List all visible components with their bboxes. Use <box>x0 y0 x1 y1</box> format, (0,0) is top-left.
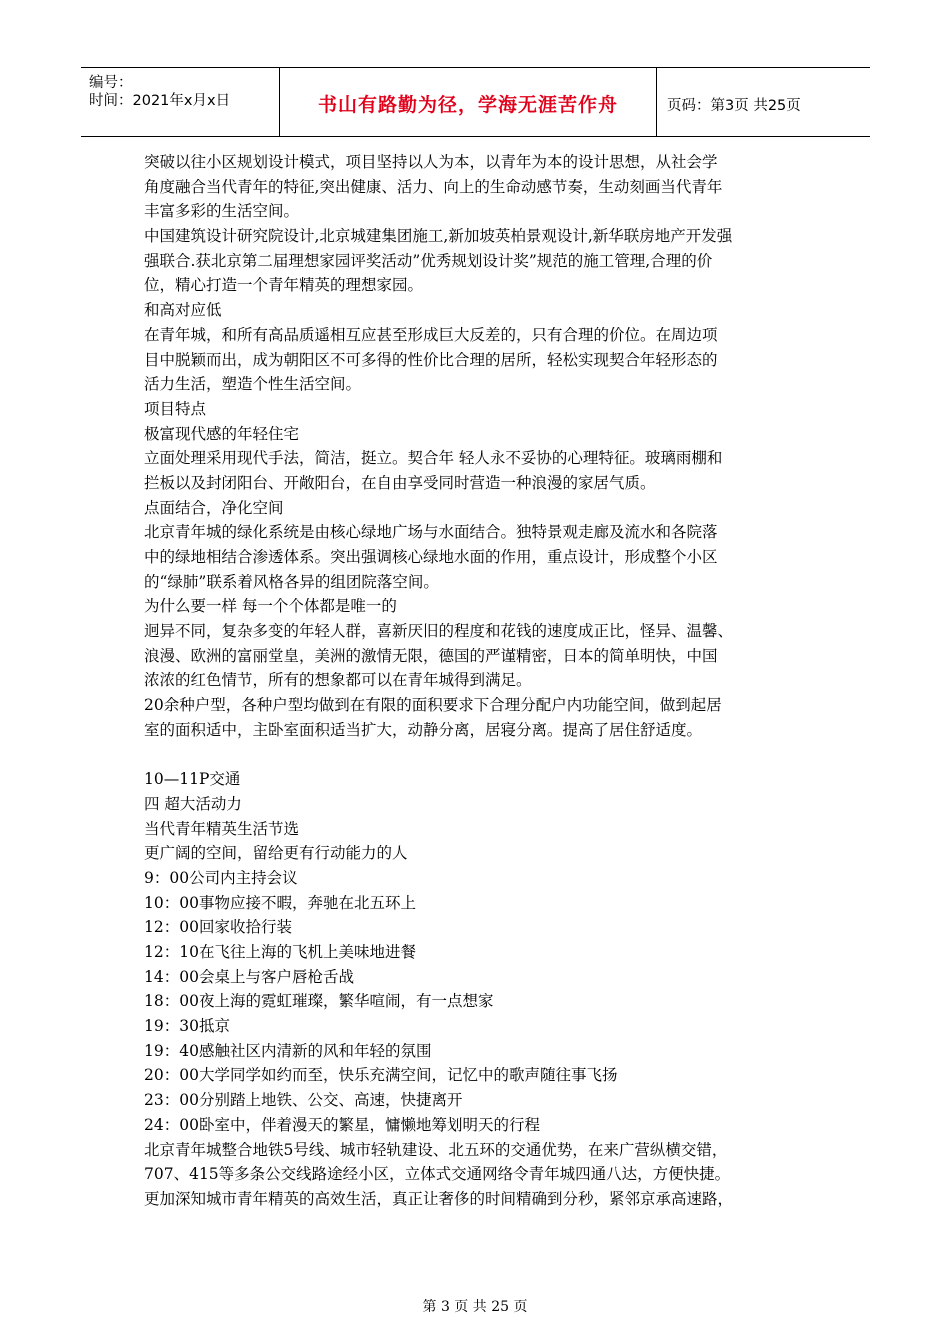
body-line: 角度融合当代青年的特征,突出健康、活力、向上的生命动感节奏，生动刻画当代青年 <box>144 177 723 196</box>
page-footer: 第 3 页 共 25 页 <box>422 1299 528 1315</box>
body-line: 中的绿地相结合渗透体系。突出强调核心绿地水面的作用，重点设计，形成整个小区 <box>144 548 718 566</box>
body-line: 14：00会桌上与客户唇枪舌战 <box>144 967 354 986</box>
body-line: 24：00卧室中，伴着漫天的繁星，慵懒地筹划明天的行程 <box>144 1115 540 1134</box>
body-line: 在青年城，和所有高品质遥相互应甚至形成巨大反差的，只有合理的价位。在周边项 <box>144 325 718 344</box>
body-line: 突破以往小区规划设计模式，项目坚持以人为本，以青年为本的设计思想，从社会学 <box>144 153 718 171</box>
header-meta-cell <box>81 68 280 136</box>
body-line: 中国建筑设计研究院设计,北京城建集团施工,新加坡英柏景观设计,新华联房地产开发强 <box>144 227 733 246</box>
body-line: 707、415等多条公交线路途经小区，立体式交通网络令青年城四通八达，方便快捷。 <box>144 1165 731 1184</box>
document-time-label: 时间：2021年x月x日 <box>89 93 231 109</box>
body-line: 的“绿肺”联系着风格各异的组团院落空间。 <box>144 572 439 591</box>
header-page-number: 页码：第3页 共25页 <box>667 98 801 114</box>
body-line: 目中脱颖而出，成为朝阳区不可多得的性价比合理的居所，轻松实现契合年轻形态的 <box>144 350 718 369</box>
body-line: 浪漫、欧洲的富丽堂皇，美洲的激情无限，德国的严谨精密，日本的简单明快，中国 <box>144 646 718 665</box>
body-line: 北京青年城整合地铁5号线、城市轻轨建设、北五环的交通优势，在来广营纵横交错， <box>144 1140 728 1159</box>
body-line: 北京青年城的绿化系统是由核心绿地广场与水面结合。独特景观走廊及流水和各院落 <box>144 523 718 542</box>
header-page-cell <box>657 68 870 136</box>
body-line: 12：10在飞往上海的飞机上美味地进餐 <box>144 943 416 961</box>
body-line: 12：00回家收拾行装 <box>144 918 292 937</box>
body-line: 20余种户型，各种户型均做到在有限的面积要求下合理分配户内功能空间，做到起居 <box>144 696 722 715</box>
body-line: 9：00公司内主持会议 <box>144 868 298 887</box>
body-line: 迥异不同，复杂多变的年轻人群，喜新厌旧的程度和花钱的速度成正比，怪异、温馨、 <box>144 622 734 641</box>
body-line: 18：00夜上海的霓虹璀璨，繁华喧闹，有一点想家 <box>144 992 494 1011</box>
body-line: 更广阔的空间，留给更有行动能力的人 <box>144 844 408 863</box>
body-line: 19：30抵京 <box>144 1017 230 1036</box>
body-line: 项目特点 <box>144 399 207 418</box>
body-line: 20：00大学同学如约而至，快乐充满空间，记忆中的歌声随往事飞扬 <box>144 1066 618 1085</box>
body-line: 23：00分别踏上地铁、公交、高速，快捷离开 <box>144 1091 463 1110</box>
body-line: 极富现代感的年轻住宅 <box>144 424 300 443</box>
body-line: 位，精心打造一个青年精英的理想家园。 <box>144 276 424 295</box>
document-body <box>144 150 824 1212</box>
document-number-label: 编号： <box>89 75 133 91</box>
body-line <box>144 743 824 768</box>
body-line: 室的面积适中，主卧室面积适当扩大，动静分离，居寝分离。提高了居住舒适度。 <box>144 720 703 739</box>
body-line: 拦板以及封闭阳台、开敞阳台，在自由享受同时营造一种浪漫的家居气质。 <box>144 473 656 492</box>
body-line: 为什么要一样 每一个个体都是唯一的 <box>144 597 397 616</box>
body-line: 立面处理采用现代手法，简洁，挺立。契合年 轻人永不妥协的心理特征。玻璃雨棚和 <box>144 449 723 468</box>
header-motto: 书山有路勤为径，学海无涯苦作舟 <box>317 94 618 116</box>
body-line: 强联合.获北京第二届理想家园评奖活动”优秀规划设计奖”规范的施工管理,合理的价 <box>144 251 713 270</box>
body-line: 当代青年精英生活节选 <box>144 819 300 838</box>
page-header <box>81 67 870 137</box>
body-line: 点面结合，净化空间 <box>144 498 284 517</box>
body-line: 和高对应低 <box>144 301 222 320</box>
body-line: 活力生活，塑造个性生活空间。 <box>144 375 362 394</box>
body-line: 19：40感触社区内清新的风和年轻的氛围 <box>144 1041 432 1060</box>
header-motto-cell <box>280 68 657 136</box>
body-line: 更加深知城市青年精英的高效生活，真正让奢侈的时间精确到分秒，紧邻京承高速路， <box>144 1189 734 1208</box>
body-line: 四 超大活动力 <box>144 794 242 813</box>
body-line: 10—11P交通 <box>144 770 241 789</box>
body-line: 丰富多彩的生活空间。 <box>144 202 300 221</box>
body-line: 10：00事物应接不暇，奔驰在北五环上 <box>144 893 416 912</box>
body-line: 浓浓的红色情节，所有的想象都可以在青年城得到满足。 <box>144 671 532 690</box>
